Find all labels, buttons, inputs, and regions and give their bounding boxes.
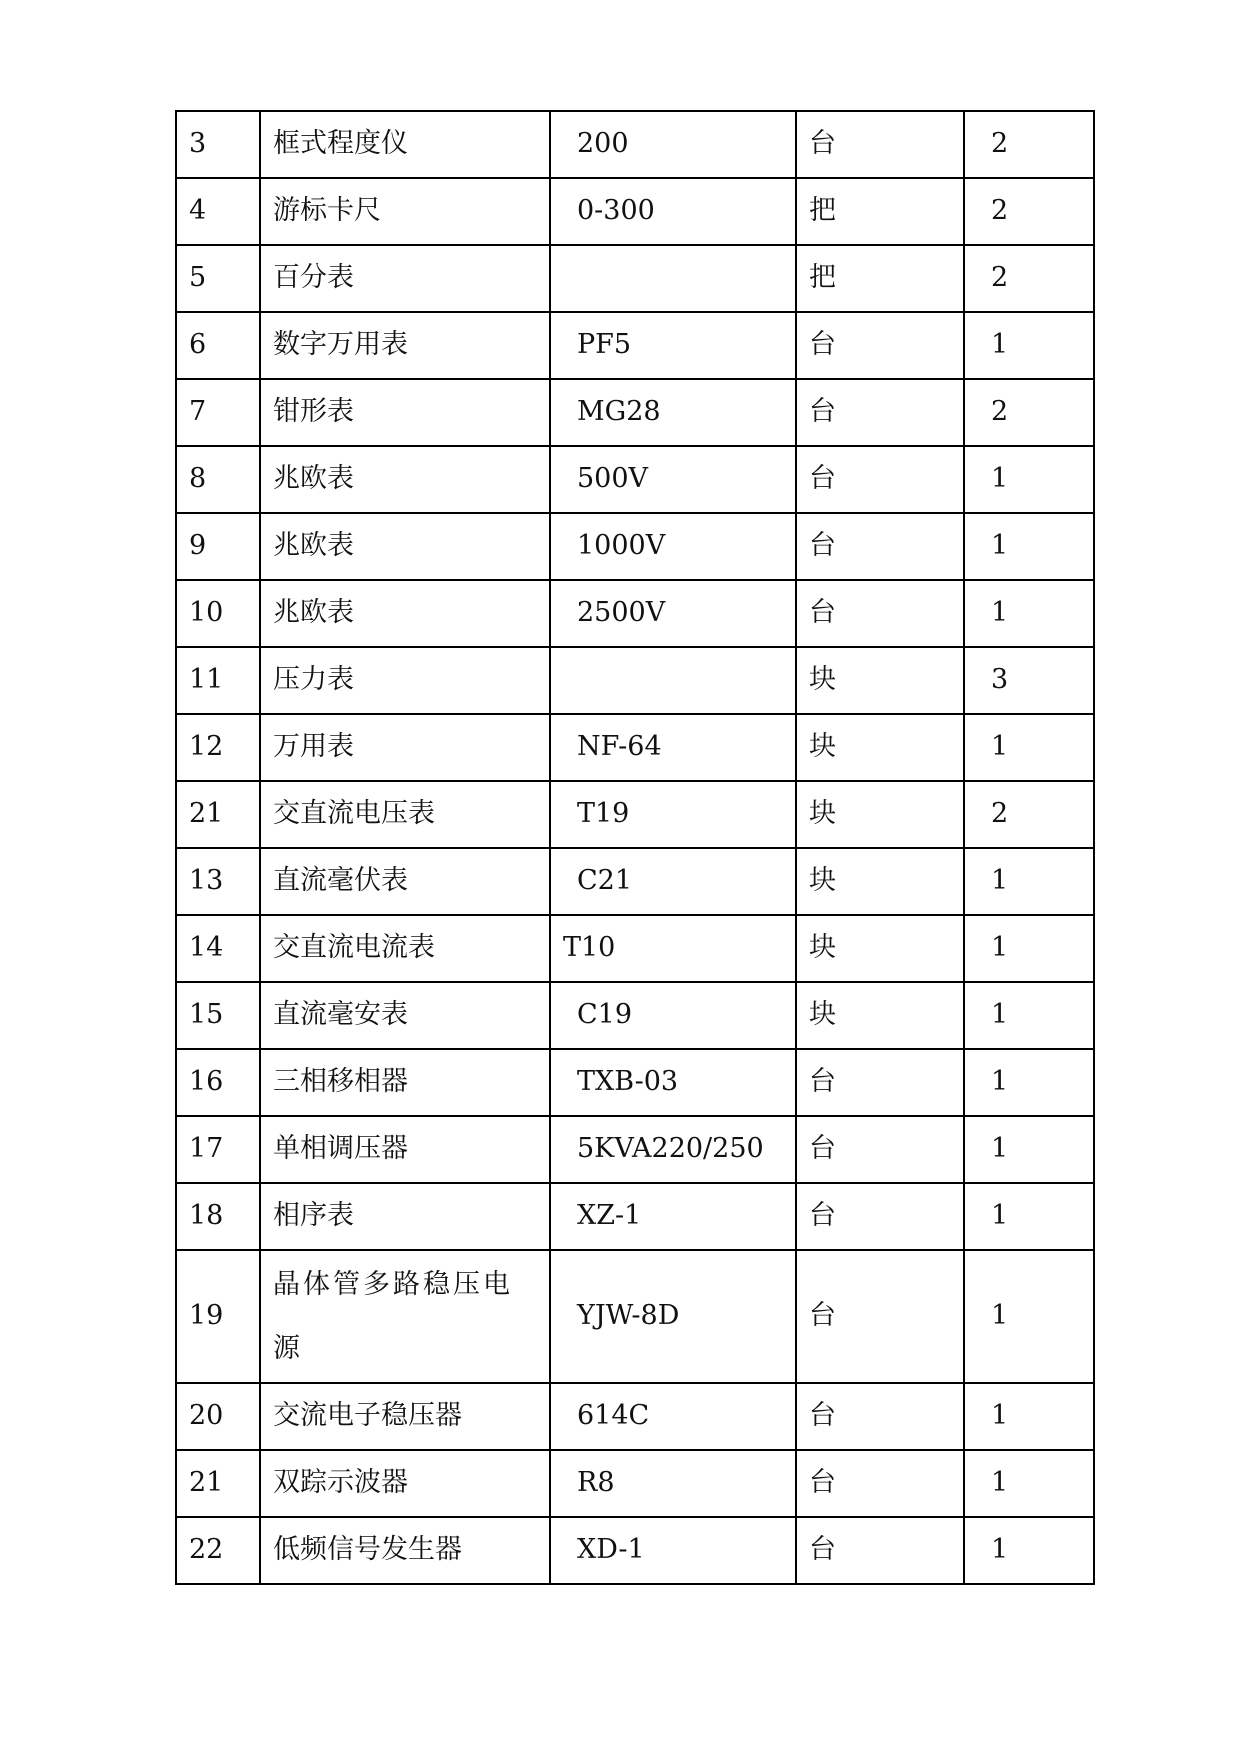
model-spec: C21 [550,848,796,915]
quantity: 2 [964,111,1094,178]
quantity: 1 [964,513,1094,580]
table-row [176,245,1094,312]
row-number: 19 [176,1250,260,1383]
quantity: 1 [964,1517,1094,1584]
unit: 台 [796,513,964,580]
row-number: 11 [176,647,260,714]
unit: 台 [796,1517,964,1584]
model-spec: 0-300 [550,178,796,245]
model-spec: NF-64 [550,714,796,781]
equipment-name: 框式程度仪 [260,111,550,178]
model-spec [550,647,796,714]
table-row [176,915,1094,982]
table-row [176,1183,1094,1250]
unit: 台 [796,1450,964,1517]
table-row [176,1116,1094,1183]
table-row [176,379,1094,446]
model-spec: 2500V [550,580,796,647]
row-number: 10 [176,580,260,647]
row-number: 22 [176,1517,260,1584]
equipment-name: 兆欧表 [260,513,550,580]
table-row [176,714,1094,781]
unit: 把 [796,245,964,312]
quantity: 1 [964,1250,1094,1383]
row-number: 18 [176,1183,260,1250]
equipment-name: 兆欧表 [260,446,550,513]
quantity: 1 [964,1116,1094,1183]
quantity: 3 [964,647,1094,714]
quantity: 2 [964,245,1094,312]
table-row [176,446,1094,513]
unit: 台 [796,312,964,379]
row-number: 21 [176,781,260,848]
row-number: 14 [176,915,260,982]
equipment-name: 相序表 [260,1183,550,1250]
equipment-name: 单相调压器 [260,1116,550,1183]
equipment-name: 交直流电压表 [260,781,550,848]
quantity: 1 [964,982,1094,1049]
model-spec: TXB-03 [550,1049,796,1116]
model-spec: MG28 [550,379,796,446]
equipment-name: 交流电子稳压器 [260,1383,550,1450]
model-spec: 1000V [550,513,796,580]
table-row [176,1450,1094,1517]
equipment-name: 双踪示波器 [260,1450,550,1517]
equipment-name: 低频信号发生器 [260,1517,550,1584]
model-spec: YJW-8D [550,1250,796,1383]
quantity: 2 [964,781,1094,848]
model-spec: R8 [550,1450,796,1517]
unit: 块 [796,848,964,915]
unit: 台 [796,1183,964,1250]
row-number: 20 [176,1383,260,1450]
quantity: 1 [964,714,1094,781]
equipment-name: 交直流电流表 [260,915,550,982]
table-row [176,647,1094,714]
row-number: 8 [176,446,260,513]
model-spec [550,245,796,312]
table-row [176,580,1094,647]
unit: 台 [796,379,964,446]
model-spec: 614C [550,1383,796,1450]
table-row [176,781,1094,848]
row-number: 15 [176,982,260,1049]
row-number: 7 [176,379,260,446]
table-row [176,1250,1094,1383]
table-row [176,848,1094,915]
quantity: 2 [964,178,1094,245]
unit: 台 [796,1383,964,1450]
table-row [176,312,1094,379]
quantity: 1 [964,1183,1094,1250]
equipment-table [175,110,1095,1585]
unit: 台 [796,446,964,513]
equipment-name: 万用表 [260,714,550,781]
row-number: 6 [176,312,260,379]
unit: 台 [796,1116,964,1183]
model-spec: T19 [550,781,796,848]
equipment-name: 晶体管多路稳压电源 [260,1250,550,1383]
table-row [176,1517,1094,1584]
quantity: 2 [964,379,1094,446]
model-spec: 200 [550,111,796,178]
unit: 台 [796,580,964,647]
row-number: 4 [176,178,260,245]
unit: 块 [796,714,964,781]
quantity: 1 [964,1450,1094,1517]
table-row [176,1049,1094,1116]
equipment-name: 钳形表 [260,379,550,446]
unit: 块 [796,781,964,848]
quantity: 1 [964,1049,1094,1116]
table-row [176,1383,1094,1450]
unit: 台 [796,1049,964,1116]
unit: 块 [796,647,964,714]
table-row [176,178,1094,245]
row-number: 12 [176,714,260,781]
equipment-name: 游标卡尺 [260,178,550,245]
equipment-name: 兆欧表 [260,580,550,647]
unit: 台 [796,1250,964,1383]
row-number: 3 [176,111,260,178]
table-row [176,982,1094,1049]
model-spec: C19 [550,982,796,1049]
model-spec: XD-1 [550,1517,796,1584]
unit: 台 [796,111,964,178]
quantity: 1 [964,580,1094,647]
table-row [176,513,1094,580]
model-spec: XZ-1 [550,1183,796,1250]
table-row [176,111,1094,178]
unit: 块 [796,982,964,1049]
row-number: 16 [176,1049,260,1116]
row-number: 13 [176,848,260,915]
unit: 把 [796,178,964,245]
model-spec: 500V [550,446,796,513]
equipment-table-body [176,111,1094,1584]
unit: 块 [796,915,964,982]
equipment-name: 数字万用表 [260,312,550,379]
quantity: 1 [964,446,1094,513]
model-spec: T10 [550,915,796,982]
model-spec: PF5 [550,312,796,379]
quantity: 1 [964,848,1094,915]
equipment-name: 直流毫安表 [260,982,550,1049]
equipment-name: 百分表 [260,245,550,312]
equipment-name: 三相移相器 [260,1049,550,1116]
quantity: 1 [964,312,1094,379]
row-number: 9 [176,513,260,580]
quantity: 1 [964,1383,1094,1450]
row-number: 5 [176,245,260,312]
quantity: 1 [964,915,1094,982]
row-number: 17 [176,1116,260,1183]
equipment-name: 直流毫伏表 [260,848,550,915]
model-spec: 5KVA220/250 [550,1116,796,1183]
equipment-name: 压力表 [260,647,550,714]
row-number: 21 [176,1450,260,1517]
